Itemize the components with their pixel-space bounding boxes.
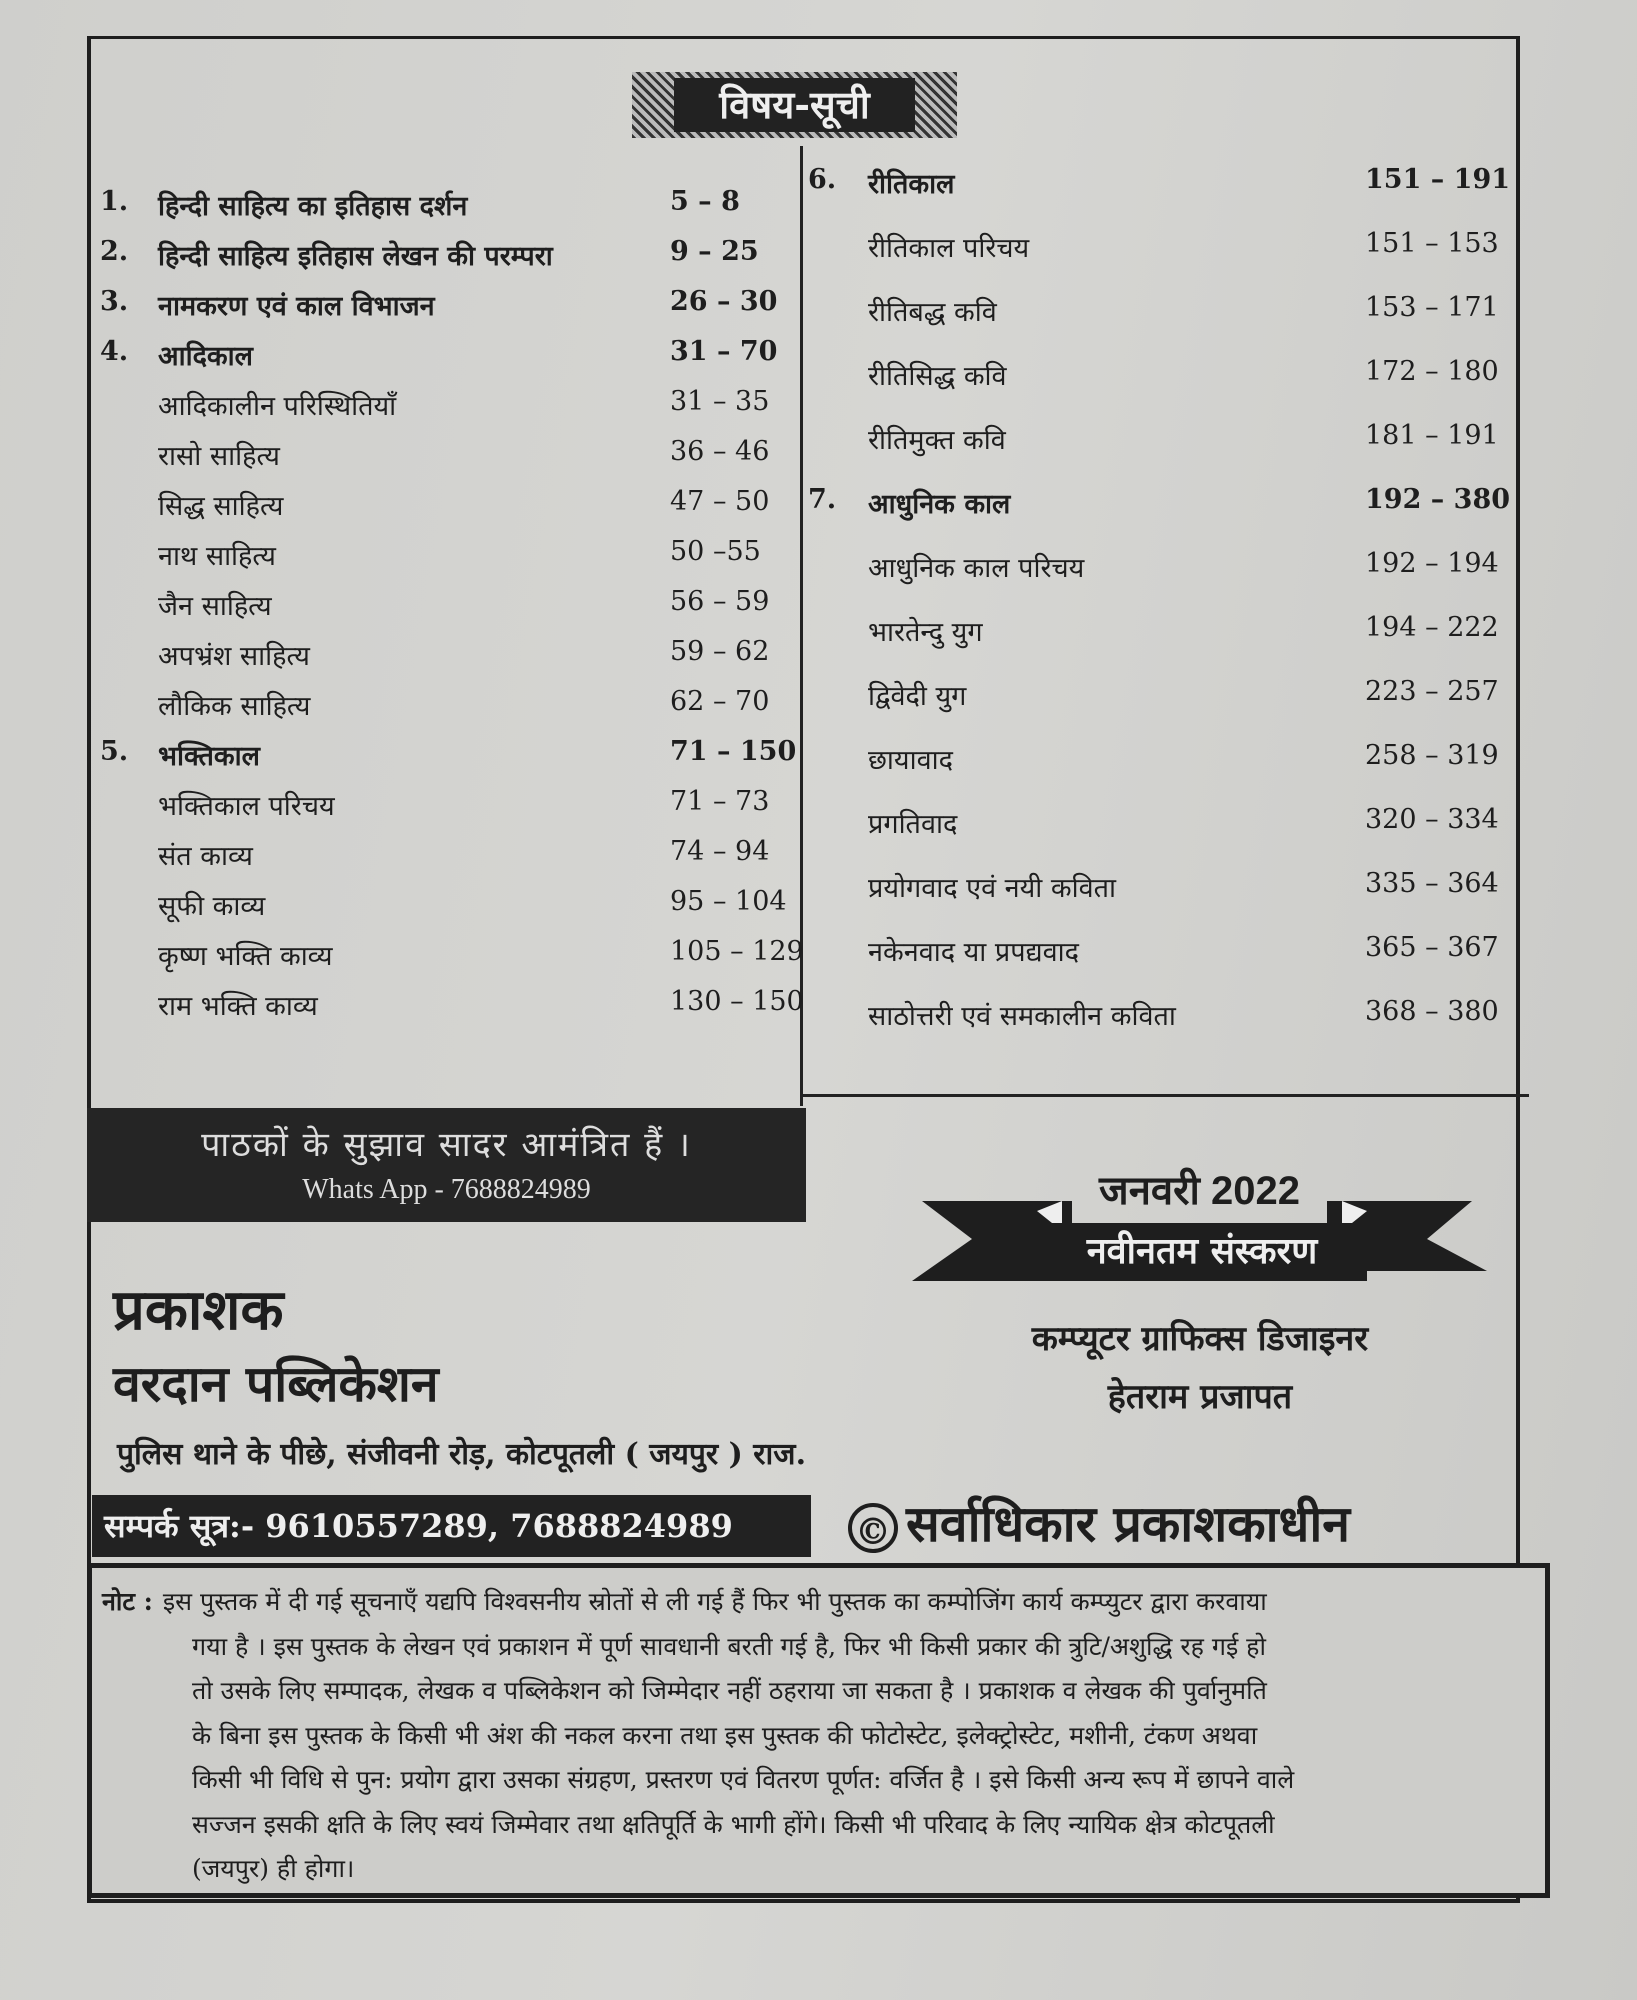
toc-entry-pages: 194 – 222 <box>1365 612 1499 643</box>
toc-bottom-rule <box>803 1094 1529 1097</box>
toc-entry-label: आधुनिक काल परिचय <box>868 553 1085 584</box>
toc-entry-label: प्रयोगवाद एवं नयी कविता <box>868 873 1117 904</box>
note-line <box>102 1580 1533 1625</box>
toc-entry-label: साठोत्तरी एवं समकालीन कविता <box>868 1001 1176 1032</box>
toc-entry-label: जैन साहित्य <box>158 591 272 622</box>
note-text: इस पुस्तक में दी गई सूचनाएँ यद्यपि विश्वसनीय स्रोतों से ली गई हैं फिर भी पुस्तक का कम्पोजिंग कार्य कम्प्युटर द्वारा करवाया <box>162 1587 1267 1616</box>
toc-entry-label: नाथ साहित्य <box>158 541 276 572</box>
toc-entry-number: 6. <box>808 164 837 195</box>
toc-entry-number: 2. <box>100 236 129 267</box>
contact-bar: सम्पर्क सूत्र:- 9610557289, 7688824989 <box>92 1495 811 1557</box>
toc-entry-number: 7. <box>808 484 837 515</box>
toc-entry-pages: 74 – 94 <box>670 836 770 867</box>
toc-entry-label: सिद्ध साहित्य <box>158 491 284 522</box>
toc-entry-label: नामकरण एवं काल विभाजन <box>158 291 435 322</box>
toc-entry-pages: 335 – 364 <box>1365 868 1499 899</box>
toc-entry-pages: 95 – 104 <box>670 886 787 917</box>
toc-entry-label: हिन्दी साहित्य इतिहास लेखन की परम्परा <box>158 241 553 272</box>
toc-entry-pages: 151 – 191 <box>1365 164 1511 195</box>
toc-entry-pages: 130 – 150 <box>670 986 804 1017</box>
toc-entry-label: रीतिकाल परिचय <box>868 233 1030 264</box>
toc-entry-label: आदिकाल <box>158 341 253 372</box>
publisher-address: पुलिस थाने के पीछे, संजीवनी रोड़, कोटपूतली ( जयपुर ) राज. <box>117 1437 807 1472</box>
toc-entry-pages: 59 – 62 <box>670 636 770 667</box>
toc-entry-label: प्रगतिवाद <box>868 809 958 840</box>
toc-entry-pages: 368 – 380 <box>1365 996 1499 1027</box>
toc-entry-pages: 71 – 150 <box>670 736 797 767</box>
toc-entry-pages: 56 – 59 <box>670 586 770 617</box>
edition-date: जनवरी 2022 <box>1099 1169 1300 1213</box>
toc-entry-pages: 365 – 367 <box>1365 932 1499 963</box>
toc-entry-pages: 50 –55 <box>670 536 761 567</box>
note-text: के बिना इस पुस्तक के किसी भी अंश की नकल करना तथा इस पुस्तक की फोटोस्टेट, इलेक्ट्रोस्टेट, मशीनी, टंकण अथवा <box>192 1720 1258 1750</box>
toc-entry-number: 1. <box>100 186 129 217</box>
toc-entry-pages: 47 – 50 <box>670 486 770 517</box>
toc-entry-pages: 105 – 129 <box>670 936 804 967</box>
toc-entry-pages: 9 – 25 <box>670 236 759 267</box>
note-line <box>102 1669 1533 1714</box>
designer-credit <box>900 1310 1500 1426</box>
toc-entry-pages: 153 – 171 <box>1365 292 1499 323</box>
suggestions-text: पाठकों के सुझाव सादर आमंत्रित हैं । <box>201 1125 692 1165</box>
note-line <box>102 1847 1533 1892</box>
toc-entry-pages: 192 – 380 <box>1365 484 1511 515</box>
toc-entry-label: भक्तिकाल <box>158 741 260 772</box>
toc-entry-pages: 5 – 8 <box>670 186 740 217</box>
suggestions-banner <box>87 1108 806 1222</box>
note-text: तो उसके लिए सम्पादक, लेखक व पब्लिकेशन को जिम्मेदार नहीं ठहराया जा सकता है । प्रकाशक व लेखक की पुर्वानुमति <box>192 1676 1267 1705</box>
toc-entry-pages: 31 – 70 <box>670 336 778 367</box>
publisher-name: वरदान पब्लिकेशन <box>113 1354 439 1413</box>
toc-title-banner <box>632 72 957 138</box>
note-text: किसी भी विधि से पुन: प्रयोग द्वारा उसका संग्रहण, प्रस्तरण एवं वितरण पूर्णत: वर्जित है । इसे किसी अन्य रूप में छापने वाले <box>192 1765 1295 1794</box>
toc-entry-label: संत काव्य <box>158 841 253 872</box>
toc-entry-label: नकेनवाद या प्रपद्यवाद <box>868 937 1079 968</box>
toc-entry-label: अपभ्रंश साहित्य <box>158 641 310 672</box>
toc-entry-pages: 62 – 70 <box>670 686 770 717</box>
toc-entry-label: कृष्ण भक्ति काव्य <box>158 941 333 972</box>
toc-entry-pages: 320 – 334 <box>1365 804 1499 835</box>
toc-entry-pages: 223 – 257 <box>1365 676 1499 707</box>
note-box <box>87 1563 1550 1898</box>
toc-entry-label: आदिकालीन परिस्थितियाँ <box>158 391 397 422</box>
toc-entry-pages: 26 – 30 <box>670 286 778 317</box>
note-text: सज्जन इसकी क्षति के लिए स्वयं जिम्मेवार तथा क्षतिपूर्ति के भागी होंगे। किसी भी परिवाद के लिए न्यायिक क्षेत्र कोटपूतली <box>192 1809 1275 1839</box>
toc-entry-pages: 258 – 319 <box>1365 740 1499 771</box>
toc-entry-pages: 71 – 73 <box>670 786 770 817</box>
note-text: गया है । इस पुस्तक के लेखन एवं प्रकाशन में पूर्ण सावधानी बरती गई है, फिर भी किसी प्रकार की त्रुटि/अशुद्धि रह गई हो <box>192 1631 1266 1661</box>
designer-role: कम्प्यूटर ग्राफिक्स डिजाइनर <box>1031 1319 1369 1359</box>
toc-entry-label: द्विवेदी युग <box>868 681 967 712</box>
toc-entry-label: राम भक्ति काव्य <box>158 991 318 1022</box>
toc-entry-label: रीतिसिद्ध कवि <box>868 361 1007 392</box>
toc-entry-label: रीतिबद्ध कवि <box>868 297 997 328</box>
edition-label: नवीनतम संस्करण <box>1037 1223 1367 1281</box>
toc-entry-pages: 36 – 46 <box>670 436 770 467</box>
toc-entry-pages: 192 – 194 <box>1365 548 1499 579</box>
note-line <box>102 1758 1533 1803</box>
toc-entry-label: लौकिक साहित्य <box>158 691 311 722</box>
toc-entry-label: आधुनिक काल <box>868 489 1011 520</box>
note-line <box>102 1714 1533 1759</box>
toc-entry-label: छायावाद <box>868 745 953 776</box>
toc-entry-pages: 151 – 153 <box>1365 228 1499 259</box>
copyright-notice <box>848 1488 1350 1556</box>
designer-name: हेतराम प्रजापत <box>1107 1377 1293 1417</box>
toc-title: विषय-सूची <box>674 78 915 132</box>
note-line <box>102 1803 1533 1848</box>
toc-entry-label: हिन्दी साहित्य का इतिहास दर्शन <box>158 191 468 222</box>
note-text: (जयपुर) ही होगा। <box>192 1854 355 1883</box>
whatsapp-number: Whats App - 7688824989 <box>302 1174 591 1205</box>
toc-entry-label: भक्तिकाल परिचय <box>158 791 335 822</box>
toc-entry-label: भारतेन्दु युग <box>868 617 983 648</box>
toc-entry-label: सूफी काव्य <box>158 891 266 922</box>
copyright-text: सर्वाधिकार प्रकाशकाधीन <box>906 1494 1351 1553</box>
toc-entry-pages: 181 – 191 <box>1365 420 1499 451</box>
publisher-heading: प्रकाशक <box>113 1277 284 1343</box>
edition-ribbon <box>912 1161 1487 1281</box>
toc-entry-pages: 172 – 180 <box>1365 356 1499 387</box>
note-line <box>102 1625 1533 1670</box>
note-label: नोट : <box>102 1587 153 1616</box>
toc-entry-label: रीतिमुक्त कवि <box>868 425 1006 456</box>
toc-entry-label: रासो साहित्य <box>158 441 280 472</box>
toc-entry-number: 4. <box>100 336 129 367</box>
toc-entry-pages: 31 – 35 <box>670 386 770 417</box>
toc-entry-number: 5. <box>100 736 129 767</box>
toc-entry-label: रीतिकाल <box>868 169 955 200</box>
toc-entry-number: 3. <box>100 286 129 317</box>
copyright-icon: © <box>848 1503 898 1553</box>
